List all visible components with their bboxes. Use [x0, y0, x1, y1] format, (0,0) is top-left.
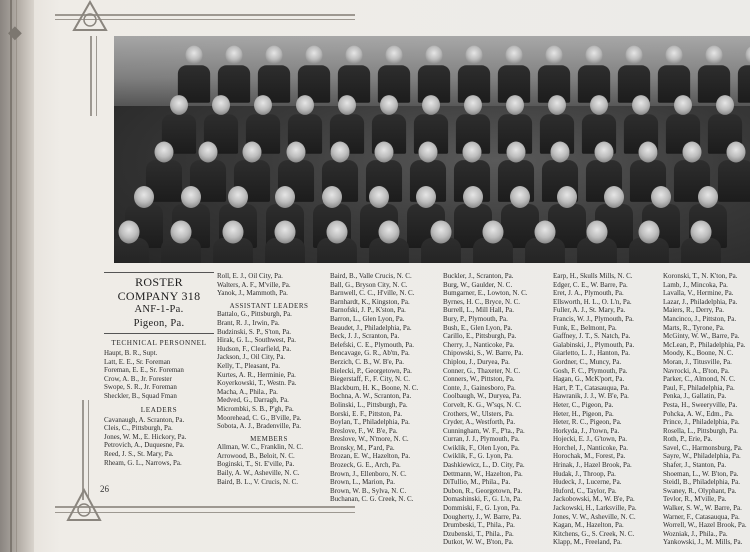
roster-entry: Gaffney, J. T., S. Natch, Pa.: [553, 332, 631, 341]
person-head: [651, 186, 671, 208]
person-head: [590, 95, 608, 115]
roster-entry: Crothers, W., Ulsters, Pa.: [443, 409, 514, 418]
person-head: [706, 46, 723, 65]
roster-entry: Brozan, E. W., Hazelton, Pa.: [330, 452, 411, 461]
roster-entry: Conner, G., Thaxeter, N. C.: [443, 366, 521, 375]
roster-entry: Barnofski, J. P., K'ston, Pa.: [330, 306, 406, 315]
roster-entry: DiTullio, M., Phila., Pa.: [443, 478, 511, 487]
roster-entry: Cunningham, W. F., P'ta., Pa.: [443, 426, 525, 435]
roster-entry: Curran, J. J., Plymouth, Pa.: [443, 435, 520, 444]
person-head: [380, 95, 398, 115]
roster-entry: Penka, J., Gallatin, Pa.: [663, 392, 727, 401]
person-head: [186, 46, 203, 65]
person-head: [595, 142, 614, 163]
roster-entry: Horchel, J., Nanticoke, Pa.: [553, 443, 629, 452]
roster-entry: Jackson, J., Oil City, Pa.: [217, 353, 286, 362]
roster-entry: Dubon, R., Georgetown, Pa.: [443, 486, 523, 495]
roster-entry: Sheckler, B., Squad Fman: [104, 391, 177, 400]
roster-entry: Rheam, G. L., Narrows, Pa.: [104, 458, 182, 467]
person-head: [226, 46, 243, 65]
roster-entry: Bochna, A. W., Scranton, Pa.: [330, 392, 412, 401]
roster-entry: Micrombki, S. B., P'gh, Pa.: [217, 404, 294, 413]
roster-entry: Breslove, F., W. B'e, Pa.: [330, 426, 398, 435]
person-head: [346, 46, 363, 65]
person-head: [386, 46, 403, 65]
roster-entry: Latt, E. E., Sr. Foreman: [104, 357, 171, 366]
frame-rule: [82, 400, 84, 500]
roster-entry: Jackobowski, M., W. B'e, Pa.: [553, 495, 635, 504]
roster-entry: Cryder, A., Westforth, Pa.: [443, 418, 516, 427]
roster-entry: Funk, E., Belmont, Pa.: [553, 323, 617, 332]
roster-entry: Yankowski, J., M. Mills, Pa.: [663, 538, 743, 547]
leaders-heading: LEADERS: [140, 405, 178, 414]
roster-entry: Domashinski, F., G. L'n, Pa.: [443, 495, 522, 504]
roster-entry: Hudak, J., Throop, Pa.: [553, 469, 616, 478]
person-figure: [738, 65, 750, 102]
person-head: [507, 142, 526, 163]
roster-entry: Hawranik, J. J., W. B'e, Pa.: [553, 392, 629, 401]
roster-title-line: ROSTER: [135, 275, 183, 289]
roster-entry: Chipowski, S., W. Barre, Pa.: [443, 349, 524, 358]
roster-entry: Savel, C., Harmonsburg, Pa.: [663, 443, 743, 452]
roster-entry: Shafer, J., Stanton, Pa.: [663, 461, 727, 470]
roster-entry: Huford, C., Taylor, Pa.: [553, 486, 617, 495]
person-head: [426, 46, 443, 65]
roster-entry: Blackburn, H. K., Boone, N. C.: [330, 383, 419, 392]
roster-entry: Budzinski, S. P., S'ton, Pa.: [217, 327, 291, 336]
roster-entry: Giarletto, L. J., Hanton, Pa.: [553, 349, 630, 358]
person-head: [327, 220, 348, 243]
top-crest-icon: [70, 0, 110, 40]
roster-entry: Tevlor, R., M'ville, Pa.: [663, 495, 727, 504]
roster-entry: Crow, A. B., Jr. Forester: [104, 374, 172, 383]
person-head: [716, 95, 734, 115]
roster-column: [217, 272, 321, 486]
roster-entry: Dougherty, J., W. Barre, Pa.: [443, 512, 522, 521]
roster-entry: Beaudet, J., Philadelphia, Pa.: [330, 323, 412, 332]
person-head: [546, 46, 563, 65]
person-head: [369, 186, 389, 208]
roster-entry: Walker, S. W., W. Barre, Pa.: [663, 504, 742, 513]
roster-entry: Battalo, G., Pittsburgh, Pa.: [217, 310, 292, 319]
leaders-list: [104, 416, 214, 468]
roster-entry: Wozniak, J., Phila., Pa.: [663, 529, 728, 538]
roster-entry: Bronsky, M., P'ard, Pa.: [330, 443, 395, 452]
roster-entry: Sayre, W., Philadelphia, Pa.: [663, 452, 741, 461]
roster-header-column: [104, 270, 214, 467]
person-head: [322, 186, 342, 208]
roster-entry: Prince, J., Philadelphia, Pa.: [663, 418, 740, 427]
roster-column: [443, 272, 547, 547]
roster-entry: Moorehead, C. G., B'ville, Pa.: [217, 413, 302, 422]
person-head: [632, 95, 650, 115]
roster-entry: Fuller, A. J., St. Mary, Pa.: [553, 306, 626, 315]
roster-entry: Horkyda, J., J'town, Pa.: [553, 426, 620, 435]
person-head: [243, 142, 262, 163]
roster-entry: Hrinak, J., Hazel Brook, Pa.: [553, 461, 632, 470]
roster-entry: Swaney, R., Olyphant, Pa.: [663, 486, 737, 495]
section-heading: ASSISTANT LEADERS: [229, 301, 309, 310]
roster-entry: Medved, G., Darragh, Pa.: [217, 396, 289, 405]
person-head: [506, 95, 524, 115]
person-head: [306, 46, 323, 65]
roster-entry: Heter, R. C., Pigeon, Pa.: [553, 418, 622, 427]
roster-entry: Dzubenski, T., Phila., Pa.: [443, 529, 514, 538]
roster-entry: Brown, W. B., Sylva, N. C.: [330, 486, 407, 495]
roster-entry: Earp, H., Skulls Mills, N. C.: [553, 272, 633, 280]
roster-entry: Brant, R. J., Irwin, Pa.: [217, 318, 280, 327]
roster-entry: Petrovich, A., Duquesne, Pa.: [104, 441, 185, 450]
person-head: [639, 220, 660, 243]
roster-entry: Reed, J. S., St. Mary, Pa.: [104, 449, 174, 458]
person-head: [535, 220, 556, 243]
roster-entry: Conte, J., Gainesboro, Pa.: [443, 383, 516, 392]
roster-entry: McGinty, W. W., Barre, Pa.: [663, 332, 740, 341]
person-head: [464, 95, 482, 115]
roster-entry: Gosh, F. C., Plymouth, Pa.: [553, 366, 628, 375]
person-head: [586, 46, 603, 65]
person-head: [483, 220, 504, 243]
roster-entry: Buckler, J., Scranton, Pa.: [443, 272, 514, 280]
person-head: [639, 142, 658, 163]
person-head: [119, 220, 140, 243]
roster-entry: Swope, S. R., Jr. Foreman: [104, 383, 177, 392]
roster-entry: Dettmann, W., Hazelton, Pa.: [443, 469, 523, 478]
person-head: [275, 220, 296, 243]
page-number: 26: [100, 484, 109, 494]
roster-entry: Navrocki, A., B'ton, Pa.: [663, 366, 730, 375]
roster-entry: Pesta, H., Sweeryville, Pa.: [663, 400, 738, 409]
roster-entry: McLean, P., Philadelphia, Pa.: [663, 340, 746, 349]
person-head: [331, 142, 350, 163]
roster-title-line: Pigeon, Pa.: [133, 318, 185, 329]
person-head: [375, 142, 394, 163]
person-head: [199, 142, 218, 163]
roster-entry: Heter, H., Pigeon, Pa.: [553, 409, 614, 418]
roster-entry: Horochak, M., Forest, Pa.: [553, 452, 626, 461]
roster-entry: Berzich, C. B., W. B'e, Pa.: [330, 357, 404, 366]
person-head: [604, 186, 624, 208]
person-head: [171, 220, 192, 243]
roster-entry: Hudeck, J., Lucerne, Pa.: [553, 478, 622, 487]
roster-entry: Biegerstaff, F., F. City, N. C.: [330, 375, 410, 384]
roster-entry: Hudson, F., Clearfield, Pa.: [217, 344, 292, 353]
roster-entry: Lamb, J., Mincoka, Pa.: [663, 280, 728, 289]
person-head: [254, 95, 272, 115]
person-head: [463, 142, 482, 163]
roster-entry: Carillo, E., Pittsburgh, Pa.: [443, 332, 517, 341]
roster-entry: Brown, L., Marion, Pa.: [330, 478, 395, 487]
person-head: [674, 95, 692, 115]
person-head: [510, 186, 530, 208]
spine-line: [16, 0, 17, 552]
left-ornament-icon: ◆: [8, 22, 22, 42]
person-head: [698, 186, 718, 208]
person-head: [666, 46, 683, 65]
technical-list: [104, 349, 214, 401]
roster-entry: Koronski, T., N. K'ton, Pa.: [663, 272, 738, 280]
roster-entry: Kitchens, G., S. Creek, N. C.: [553, 529, 635, 538]
roster-entry: Allman, W. C., Franklin, N. C.: [217, 443, 303, 452]
person-head: [170, 95, 188, 115]
person-head: [266, 46, 283, 65]
person-head: [287, 142, 306, 163]
roster-entry: Dashkiewicz, L., D. City, Pa.: [443, 461, 525, 470]
roster-entry: Arrowood, B., Beloit, N. C.: [217, 451, 295, 460]
roster-entry: Roll, E. J., Oil City, Pa.: [217, 272, 283, 280]
roster-entry: Maiers, R., Derry, Pa.: [663, 306, 724, 315]
roster-entry: Kagan, M., Hazelton, Pa.: [553, 521, 624, 530]
roster-entry: Macha, A., Phila., Pa.: [217, 387, 278, 396]
roster-entry: Foreman, E. E., Sr. Foreman: [104, 366, 184, 375]
roster-entry: Steidl, B., Philadelphia, Pa.: [663, 478, 740, 487]
roster-entry: Walters, A. F., M'ville, Pa.: [217, 280, 291, 289]
roster-entry: Marts, R., Tyrone, Pa.: [663, 323, 725, 332]
roster-entry: Baily, A. W., Asheville, N. C.: [217, 469, 300, 478]
roster-entry: Brozeck, G. E., Arch, Pa.: [330, 461, 401, 470]
roster-entry: Brown, J., Ellenboro, N. C.: [330, 469, 407, 478]
person-head: [422, 95, 440, 115]
roster-entry: Pohcka, A. W., Edm., Pa.: [663, 409, 734, 418]
roster-entry: Bumgarner, E., Lowton, N. C.: [443, 289, 528, 298]
roster-entry: Barnwell, C. C., H'ville, N. C.: [330, 289, 415, 298]
roster-entry: Coolbaugh, W., Duryea, Pa.: [443, 392, 522, 401]
person-head: [551, 142, 570, 163]
frame-rule: [90, 36, 92, 116]
bottom-crest-icon: [64, 488, 104, 532]
roster-entry: Paul, F., Philadelphia, Pa.: [663, 383, 735, 392]
person-head: [379, 220, 400, 243]
person-head: [419, 142, 438, 163]
roster-entry: Baird, B., Valle Crucis, N. C.: [330, 272, 412, 280]
person-head: [431, 220, 452, 243]
roster-entry: Burrell, L., Mill Hall, Pa.: [443, 306, 514, 315]
roster-entry: Bencavage, G. R., Ab'tn, Pa.: [330, 349, 410, 358]
roster-entry: Francis, W. J., Plymouth, Pa.: [553, 314, 634, 323]
roster-entry: Barron, L., Glen Lyon, Pa.: [330, 314, 405, 323]
spine-line: [10, 0, 12, 552]
roster-entry: Ball, G., Bryson City, N. C.: [330, 280, 408, 289]
roster-entry: Moran, J., Titusville, Pa.: [663, 357, 732, 366]
roster-entry: Cleis, C., Pittsburgh, Pa.: [104, 424, 173, 433]
person-head: [626, 46, 643, 65]
person-head: [181, 186, 201, 208]
roster-entry: Dutkot, W. W., B'ton, Pa.: [443, 538, 514, 547]
roster-column: [663, 272, 750, 547]
frame-rule: [96, 36, 97, 116]
roster-entry: Warner, F., Catasauqua, Pa.: [663, 512, 740, 521]
person-head: [691, 220, 712, 243]
person-head: [338, 95, 356, 115]
roster-entry: Corvelt, K. G., W'sqs, N. C.: [443, 400, 522, 409]
person-head: [228, 186, 248, 208]
roster-entry: Hojecki, E. J., G'town, Pa.: [553, 435, 627, 444]
roster-entry: Yanok, J., Mammoth, Pa.: [217, 289, 288, 298]
roster-entry: Gordner, C., Muncy, Pa.: [553, 357, 622, 366]
person-head: [275, 186, 295, 208]
roster-entry: Mancinco, J., Pittston, Pa.: [663, 314, 737, 323]
roster-entry: Jones, W. M., E. Hickory, Pa.: [104, 432, 187, 441]
divider: [104, 272, 214, 273]
roster-entry: Hart, P. T., Catasauqua, Pa.: [553, 383, 629, 392]
roster-entry: Breslove, W., N'more, N. C.: [330, 435, 409, 444]
roster-entry: Jones, V. W., Asheville, N. C.: [553, 512, 636, 521]
roster-entry: Burg, W., Gaulder, N. C.: [443, 280, 513, 289]
roster-entry: Barnhardt, K., Kingston, Pa.: [330, 297, 410, 306]
person-head: [463, 186, 483, 208]
person-head: [296, 95, 314, 115]
roster-entry: Hirak, G. L., Southwest, Pa.: [217, 336, 296, 345]
roster-entry: Boylan, T., Philadelphia, Pa.: [330, 418, 410, 427]
roster-entry: Chiplou, J., Duryea, Pa.: [443, 357, 510, 366]
roster-entry: Cherry, J., Nanticoke, Pa.: [443, 340, 515, 349]
person-head: [548, 95, 566, 115]
roster-entry: Drumbeski, T., Phila., Pa.: [443, 521, 515, 530]
roster-entry: Bolinski, L., Pittsburgh, Pa.: [330, 400, 408, 409]
roster-entry: Boginski, T., St. E'ville, Pa.: [217, 460, 295, 469]
person-head: [506, 46, 523, 65]
person-head: [416, 186, 436, 208]
roster-column: [553, 272, 657, 547]
person-head: [134, 186, 154, 208]
roster-entry: Kelly, T., Pleasant, Pa.: [217, 361, 281, 370]
roster-entry: Roth, P., Erie, Pa.: [663, 435, 713, 444]
person-head: [683, 142, 702, 163]
divider: [104, 333, 214, 334]
roster-entry: Cwiklik, F., Olen Lyon, Pa.: [443, 443, 520, 452]
roster-entry: Rosella, L., Pittsburgh, Pa.: [663, 426, 738, 435]
book-spine: [0, 0, 34, 552]
roster-entry: Haupt, B. R., Supt.: [104, 349, 158, 357]
roster-entry: Parker, C., Almond, N. C.: [663, 375, 736, 384]
roster-title-line: ANF-1-Pa.: [134, 304, 184, 315]
roster-entry: Ellsworth, H. L., O. L'n, Pa.: [553, 297, 632, 306]
roster-entry: Moody, K., Boone, N. C.: [663, 349, 734, 358]
roster-entry: Cavanaugh, A. Scranton, Pa.: [104, 415, 185, 424]
roster-entry: Shoeman, L., W. B'ton, Pa.: [663, 469, 739, 478]
roster-entry: Lavalla, V., Hermine, Pa.: [663, 289, 734, 298]
person-head: [223, 220, 244, 243]
person-head: [587, 220, 608, 243]
frame-rule: [88, 400, 89, 500]
roster-entry: Koyerkowski, T., Westn. Pa.: [217, 379, 297, 388]
roster-entry: Dommiski, F., G. Lyon, Pa.: [443, 504, 520, 513]
roster-entry: Bush, E., Glen Lyon, Pa.: [443, 323, 513, 332]
roster-entry: Eret, J. A., Plymouth, Pa.: [553, 289, 624, 298]
roster-entry: Galabinski, J., Plymouth, Pa.: [553, 340, 635, 349]
person-head: [212, 95, 230, 115]
roster-entry: Worrell, W., Hazel Brook, Pa.: [663, 521, 747, 530]
roster-entry: Beck, J. J., Scranton, Pa.: [330, 332, 400, 341]
roster-column: [330, 272, 434, 504]
person-head: [727, 142, 746, 163]
company-group-photo: [114, 36, 750, 263]
roster-entry: Conners, W., Pittston, Pa.: [443, 375, 515, 384]
roster-entry: Bielecki, P., Georgetown, Pa.: [330, 366, 412, 375]
roster-entry: Borski, E. F., Pittston, Pa.: [330, 409, 403, 418]
roster-entry: Bury, P., Plymouth, Pa.: [443, 314, 508, 323]
person-head: [466, 46, 483, 65]
section-heading: MEMBERS: [250, 434, 288, 443]
roster-entry: Baird, B. L., V. Crucis, N. C.: [217, 477, 299, 486]
roster-title-line: COMPANY 318: [117, 289, 201, 303]
roster-title: [104, 275, 214, 331]
person-figure: [718, 160, 750, 202]
roster-entry: Cwiklik, F., G. Lyon, Pa.: [443, 452, 513, 461]
roster-entry: Lazar, J., Philadelphia, Pa.: [663, 297, 738, 306]
roster-entry: Belefski, C. E., Plymouth, Pa.: [330, 340, 414, 349]
roster-entry: Klapp, M., Freeland, Pa.: [553, 538, 622, 547]
roster-entry: Buchanan, C. G. Creek, N. C.: [330, 495, 414, 504]
roster-entry: Jackowski, H., Larksville, Pa.: [553, 504, 637, 513]
person-head: [557, 186, 577, 208]
roster-entry: Edger, C. E., W. Barre, Pa.: [553, 280, 628, 289]
person-head: [155, 142, 174, 163]
roster-entry: Sobota, A. J., Bradenville, Pa.: [217, 422, 301, 431]
roster-entry: Heter, C., Pigeon, Pa.: [553, 400, 614, 409]
roster-entry: Byrnes, H. C., Bryce, N. C.: [443, 297, 520, 306]
technical-heading: TECHNICAL PERSONNEL: [111, 339, 207, 347]
roster-entry: Hagan, G., McK'port, Pa.: [553, 375, 625, 384]
roster-entry: Kurtes, A. R., Herminie, Pa.: [217, 370, 296, 379]
